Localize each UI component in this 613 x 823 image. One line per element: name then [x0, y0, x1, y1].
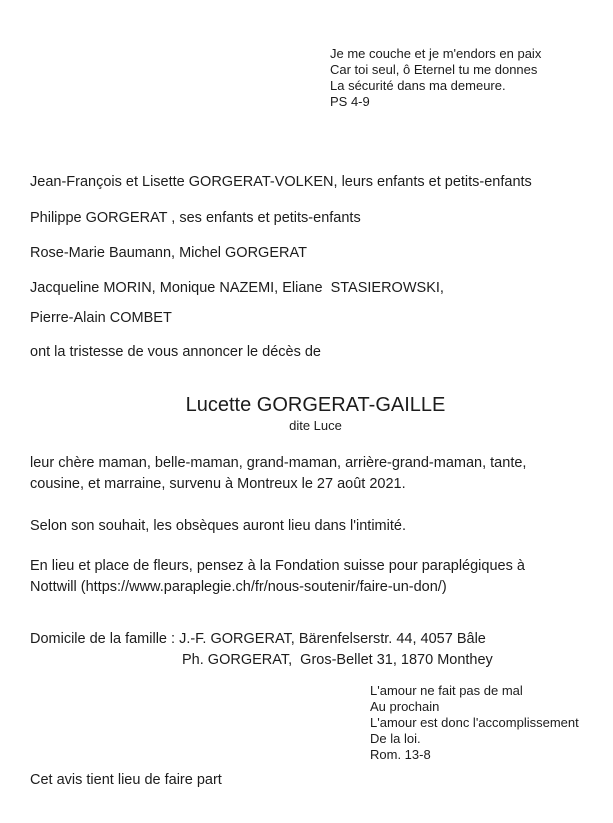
announcer-line: Rose-Marie Baumann, Michel GORGERAT [30, 245, 307, 261]
announcer-line: Jacqueline MORIN, Monique NAZEMI, Eliane STASIEROWSKI, [30, 280, 444, 296]
announcer-line: Pierre-Alain COMBET [30, 310, 172, 326]
closing-notice: Cet avis tient lieu de faire part [30, 772, 222, 788]
scripture-quote-line: L'amour est donc l'accomplissement [370, 715, 579, 730]
family-address-line: Ph. GORGERAT, Gros-Bellet 31, 1870 Monthey [182, 652, 493, 668]
scripture-quote-line: De la loi. [370, 731, 421, 746]
announcer-line: Jean-François et Lisette GORGERAT-VOLKEN, leurs enfants et petits-enfants [30, 174, 532, 190]
announcer-line: Philippe GORGERAT , ses enfants et petits-enfants [30, 210, 361, 226]
family-address-line: Domicile de la famille : J.-F. GORGERAT, Bärenfelserstr. 44, 4057 Bâle [30, 631, 486, 647]
scripture-quote-reference: Rom. 13-8 [370, 747, 431, 762]
tribute-line: cousine, et marraine, survenu à Montreux le 27 août 2021. [30, 476, 406, 492]
scripture-quote-line: Au prochain [370, 699, 440, 714]
scripture-quote-line: L'amour ne fait pas de mal [370, 683, 523, 698]
psalm-quote-line: Je me couche et je m'endors en paix [330, 46, 542, 61]
funeral-notice: Selon son souhait, les obsèques auront lieu dans l'intimité. [30, 518, 406, 534]
psalm-quote-line: La sécurité dans ma demeure. [330, 78, 506, 93]
deceased-name: Lucette GORGERAT-GAILLE [185, 394, 446, 416]
tribute-line: leur chère maman, belle-maman, grand-maman, arrière-grand-maman, tante, [30, 455, 527, 471]
donation-line-url: Nottwill (https://www.paraplegie.ch/fr/nous-soutenir/faire-un-don/) [30, 579, 447, 595]
deceased-nickname: dite Luce [289, 418, 342, 433]
psalm-quote-reference: PS 4-9 [330, 94, 370, 109]
donation-line: En lieu et place de fleurs, pensez à la Fondation suisse pour paraplégiques à [30, 558, 525, 574]
announcement-text: ont la tristesse de vous annoncer le décès de [30, 344, 321, 360]
psalm-quote-line: Car toi seul, ô Eternel tu me donnes [330, 62, 538, 77]
